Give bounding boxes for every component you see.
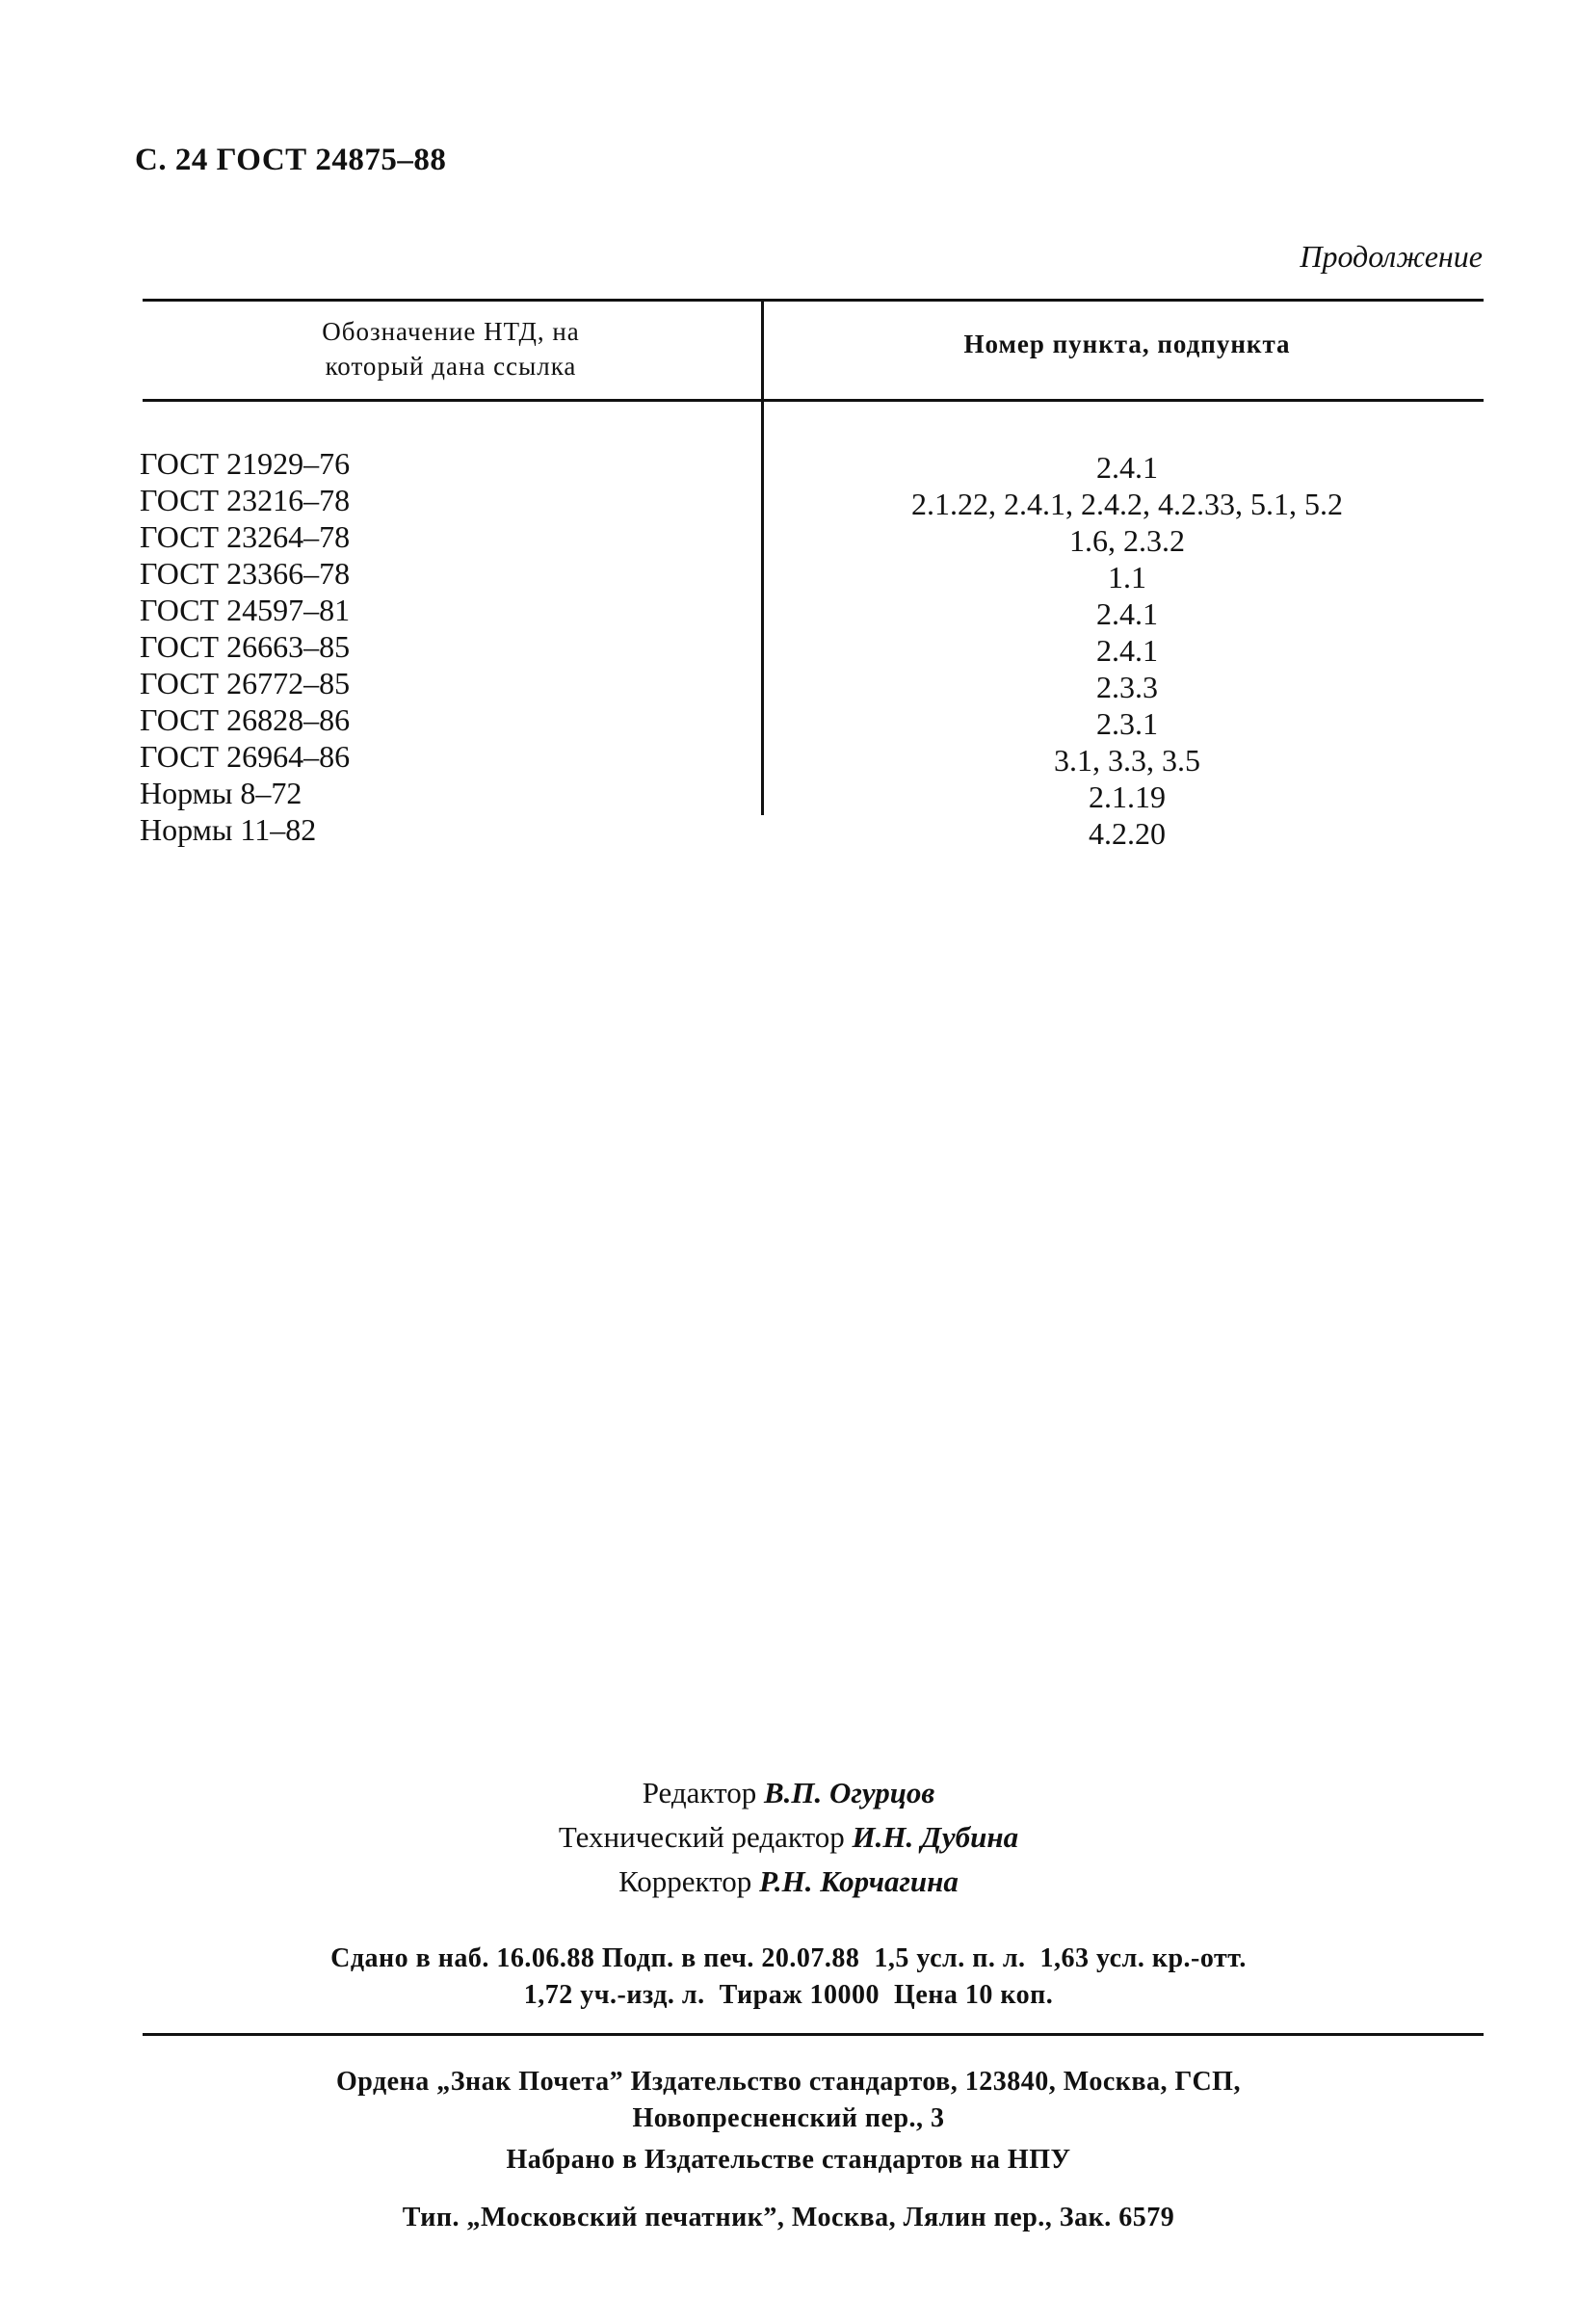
table-row [0, 628, 1577, 668]
table-row [0, 482, 1577, 521]
document-cell: ГОСТ 23216–78 [140, 483, 351, 517]
document-cell: Нормы 11–82 [140, 812, 317, 847]
table-row [0, 592, 1577, 631]
document-cell: ГОСТ 21929–76 [140, 446, 351, 481]
table-row [0, 811, 1577, 851]
publisher-line2: Новопресненский пер., 3 [632, 2103, 945, 2133]
document-cell: ГОСТ 23366–78 [140, 556, 351, 591]
print-info [0, 1941, 1577, 2014]
table-row [0, 775, 1577, 814]
editor-line [0, 1771, 1577, 1815]
clause-cell: 2.3.3 [1096, 670, 1158, 704]
page-header: С. 24 ГОСТ 24875–88 [135, 143, 447, 177]
header-document-line2: который дана ссылка [325, 352, 577, 381]
print-info-line1: Сдано в наб. 16.06.88 Подп. в печ. 20.07.88 1,5 усл. п. л. 1,63 усл. кр.-отт. [330, 1943, 1247, 1973]
continuation-label: Продолжение [1300, 239, 1483, 274]
clause-cell: 3.1, 3.3, 3.5 [1054, 743, 1200, 778]
table-row [0, 555, 1577, 592]
clause-cell: 1.1 [1108, 560, 1146, 594]
table-row [0, 665, 1577, 704]
proofreader-name: Р.Н. Корчагина [759, 1864, 959, 1898]
clause-cell: 2.4.1 [1096, 596, 1158, 631]
printshop-line: Тип. „Московский печатник”, Москва, Лялин пер., Зак. 6579 [402, 2203, 1175, 2232]
clause-cell: 4.2.20 [1089, 816, 1166, 851]
tech-editor-name: И.Н. Дубина [852, 1820, 1019, 1854]
table-row [0, 701, 1577, 741]
header-document-line1: Обозначение НТД, на [322, 317, 580, 346]
footer-rule [143, 2033, 1484, 2036]
table-header-rule [143, 399, 1484, 402]
typeset-line: Набрано в Издательстве стандартов на НПУ [506, 2145, 1071, 2175]
clause-cell: 2.1.19 [1089, 779, 1166, 814]
table-row [0, 518, 1577, 558]
clause-cell: 2.4.1 [1096, 633, 1158, 668]
credits-block [0, 1771, 1577, 1904]
document-cell: ГОСТ 24597–81 [140, 593, 351, 627]
table-header-document [143, 314, 759, 383]
clause-cell: 2.3.1 [1096, 706, 1158, 741]
document-cell: ГОСТ 26828–86 [140, 702, 351, 737]
editor-name: В.П. Огурцов [763, 1776, 935, 1809]
table-header-clause: Номер пункта, подпункта [963, 330, 1291, 358]
table-row [0, 738, 1577, 778]
publisher-line1: Ордена „Знак Почета” Издательство стандартов, 123840, Москва, ГСП, [336, 2067, 1241, 2097]
clause-cell: 2.4.1 [1096, 450, 1158, 485]
table-row [0, 445, 1577, 485]
document-cell: ГОСТ 23264–78 [140, 519, 351, 554]
document-cell: ГОСТ 26663–85 [140, 629, 351, 664]
editor-label: Редактор [642, 1776, 757, 1809]
proofreader-label: Корректор [618, 1864, 752, 1898]
table-top-rule [143, 299, 1484, 302]
table-body [0, 445, 1577, 851]
document-cell: Нормы 8–72 [140, 776, 302, 810]
tech-editor-line [0, 1815, 1577, 1860]
document-cell: ГОСТ 26772–85 [140, 666, 351, 700]
publisher-block [0, 2064, 1577, 2137]
clause-cell: 1.6, 2.3.2 [1069, 523, 1185, 558]
proofreader-line [0, 1860, 1577, 1904]
document-cell: ГОСТ 26964–86 [140, 739, 351, 774]
print-info-line2: 1,72 уч.-изд. л. Тираж 10000 Цена 10 коп. [523, 1980, 1054, 2010]
clause-cell: 2.1.22, 2.4.1, 2.4.2, 4.2.33, 5.1, 5.2 [911, 487, 1343, 521]
tech-editor-label: Технический редактор [558, 1820, 845, 1854]
